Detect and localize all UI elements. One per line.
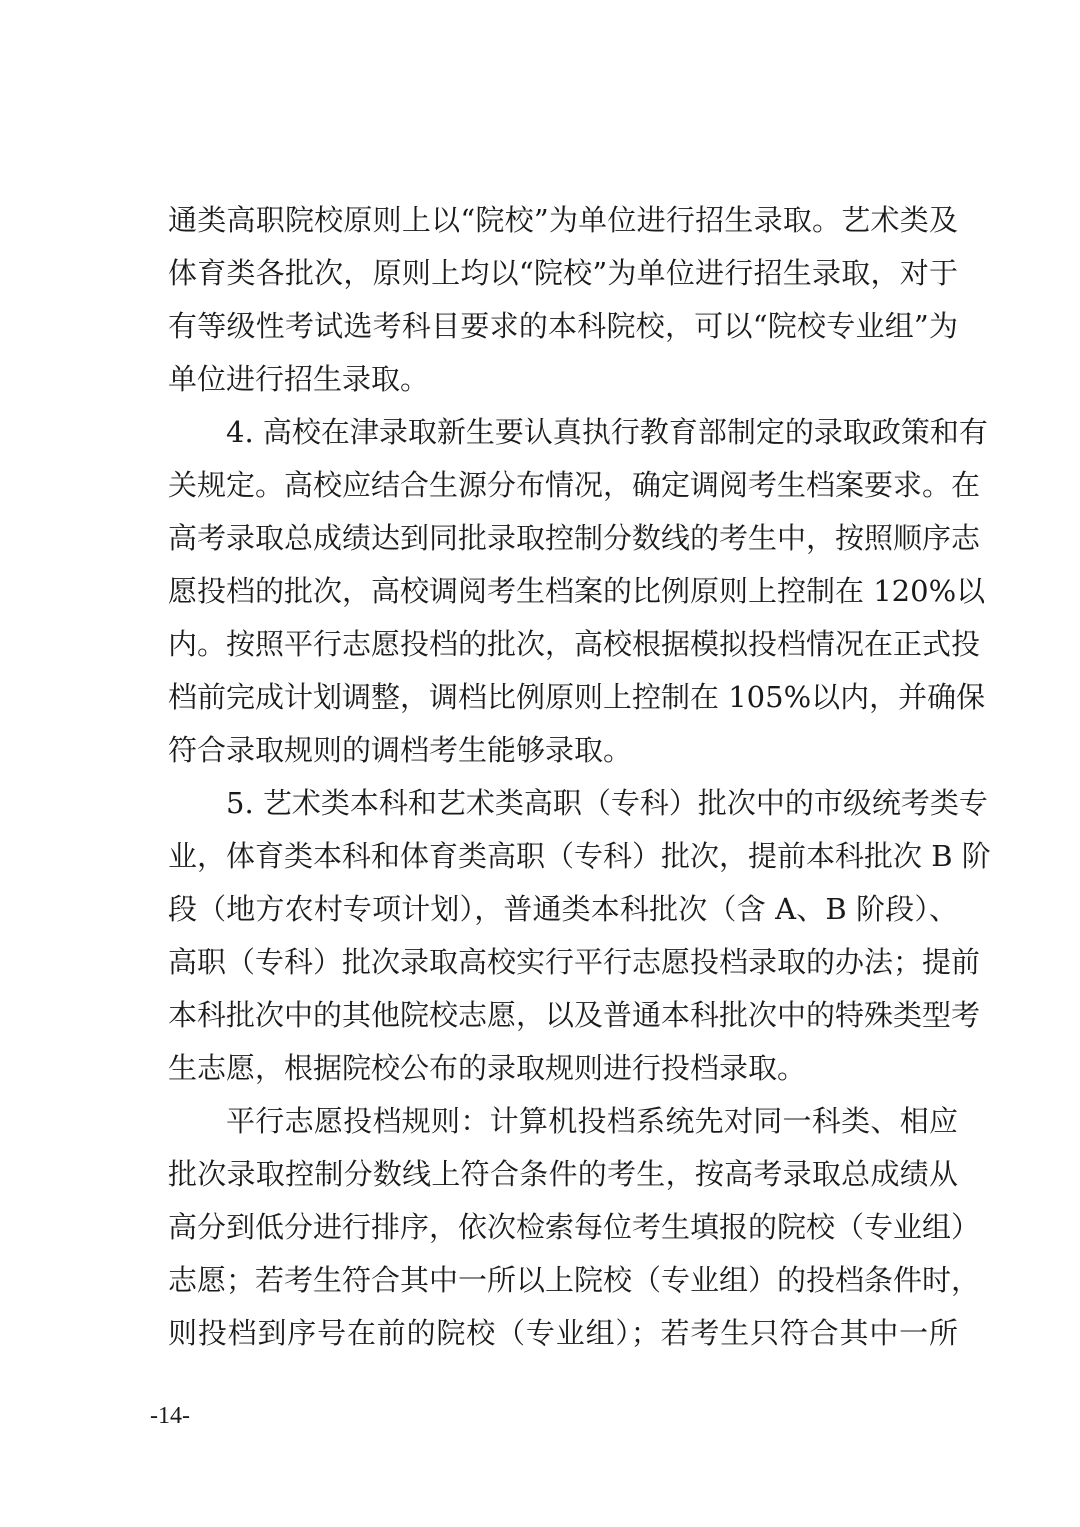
text-line: 段（地方农村专项计划），普通类本科批次（含 A、B 阶段）、 — [168, 892, 958, 926]
paragraph-start-line: 4. 高校在津录取新生要认真执行教育部制定的录取政策和有 — [226, 415, 988, 449]
text-line: 有等级性考试选考科目要求的本科院校，可以“院校专业组”为 — [168, 309, 958, 343]
text-line: 业，体育类本科和体育类高职（专科）批次，提前本科批次 B 阶 — [168, 839, 991, 873]
text-line: 通类高职院校原则上以“院校”为单位进行招生录取。艺术类及 — [168, 203, 958, 237]
text-line: 高分到低分进行排序，依次检索每位考生填报的院校（专业组） — [168, 1210, 981, 1244]
text-line: 本科批次中的其他院校志愿，以及普通本科批次中的特殊类型考 — [168, 998, 981, 1032]
text-line: 生志愿，根据院校公布的录取规则进行投档录取。 — [168, 1051, 807, 1085]
page-number: -14- — [150, 1403, 190, 1429]
text-line: 档前完成计划调整，调档比例原则上控制在 105%以内，并确保 — [168, 680, 986, 714]
text-line: 愿投档的批次，高校调阅考生档案的比例原则上控制在 120%以 — [168, 574, 986, 608]
text-line: 高职（专科）批次录取高校实行平行志愿投档录取的办法；提前 — [168, 945, 981, 979]
text-line: 则投档到序号在前的院校（专业组）；若考生只符合其中一所 — [168, 1316, 958, 1350]
text-line: 批次录取控制分数线上符合条件的考生，按高考录取总成绩从 — [168, 1157, 958, 1191]
text-line: 体育类各批次，原则上均以“院校”为单位进行招生录取，对于 — [168, 256, 958, 290]
text-line: 内。按照平行志愿投档的批次，高校根据模拟投档情况在正式投 — [168, 627, 981, 661]
text-line: 符合录取规则的调档考生能够录取。 — [168, 733, 633, 767]
body-text — [168, 190, 991, 1356]
text-line: 志愿；若考生符合其中一所以上院校（专业组）的投档条件时， — [168, 1263, 981, 1297]
text-line: 关规定。高校应结合生源分布情况，确定调阅考生档案要求。在 — [168, 468, 981, 502]
paragraph-start-line: 平行志愿投档规则：计算机投档系统先对同一科类、相应 — [226, 1104, 958, 1138]
paragraph-start-line: 5. 艺术类本科和艺术类高职（专科）批次中的市级统考类专 — [226, 786, 988, 820]
text-line: 高考录取总成绩达到同批录取控制分数线的考生中，按照顺序志 — [168, 521, 981, 555]
text-line: 单位进行招生录取。 — [168, 362, 430, 396]
